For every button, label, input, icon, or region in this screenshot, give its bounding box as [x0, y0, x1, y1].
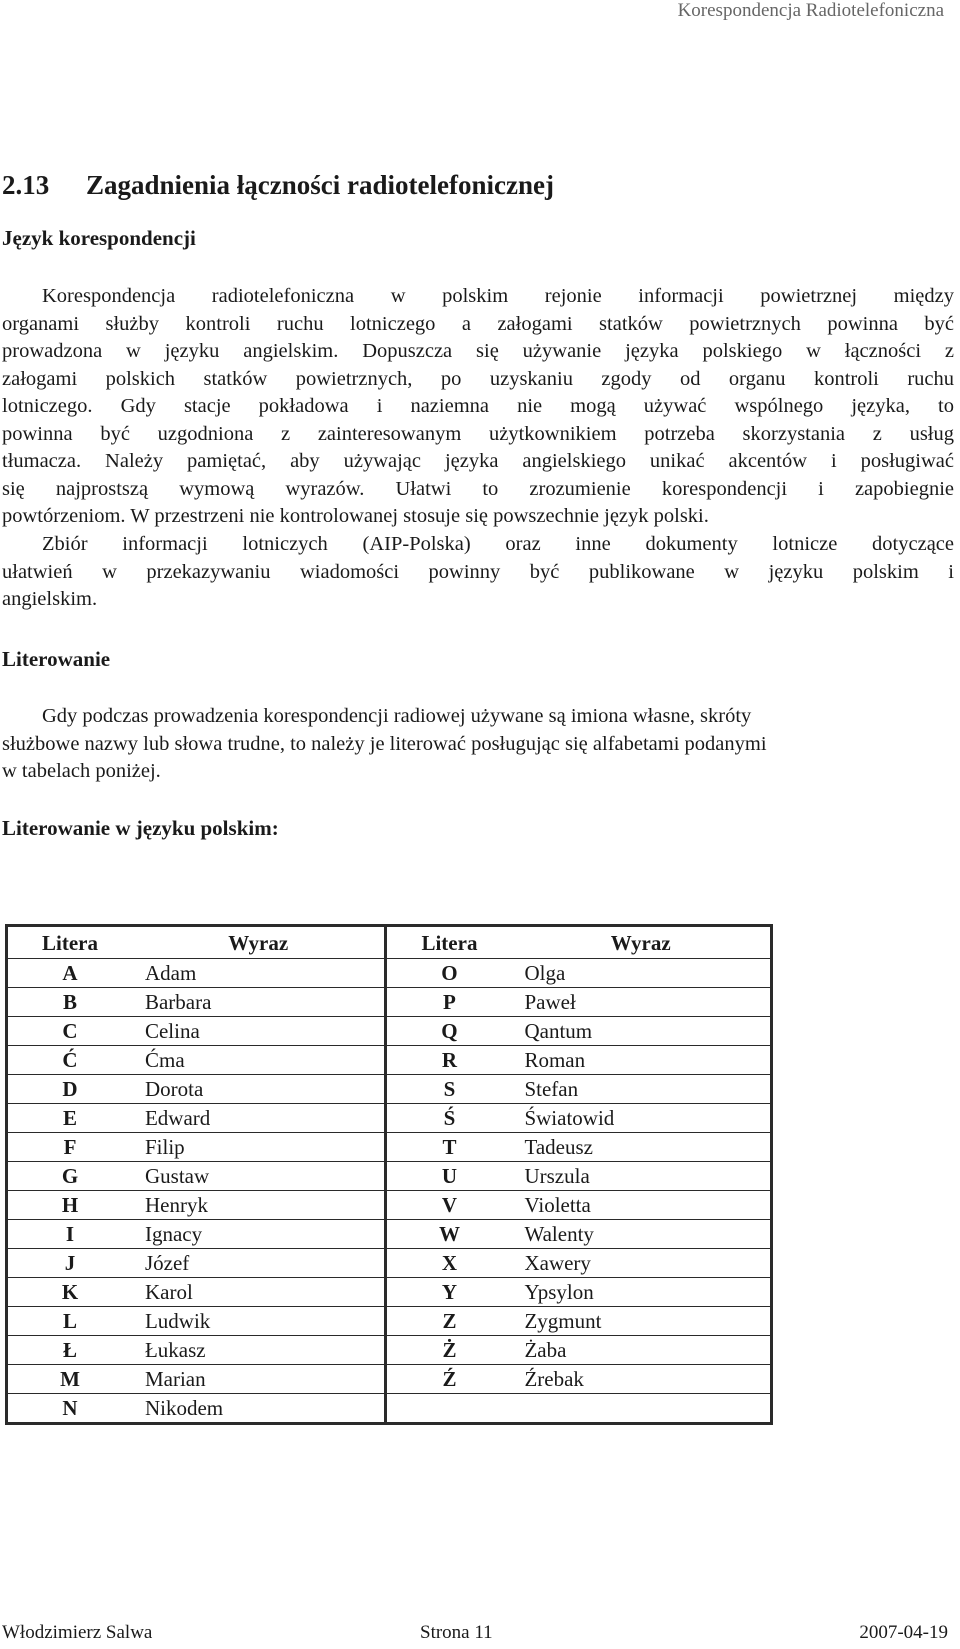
letter-cell: F: [7, 1133, 132, 1162]
section-title-text: Zagadnienia łączności radiotelefonicznej: [86, 170, 554, 200]
letter-cell: Ź: [386, 1365, 511, 1394]
word-cell: Celina: [132, 1017, 386, 1046]
paragraph-line: prowadzona w języku angielskim. Dopuszcza się używanie języka polskiego w łączności z: [2, 340, 954, 362]
letter-cell: E: [7, 1104, 132, 1133]
word-cell: Urszula: [511, 1162, 771, 1191]
letter-cell: W: [386, 1220, 511, 1249]
paragraph-line: się najprostszą wymową wyrazów. Ułatwi to zrozumienie korespondencji i zapobiegnie: [2, 477, 954, 500]
language-heading: Język korespondencji: [2, 226, 196, 250]
word-cell: Marian: [132, 1365, 386, 1394]
paragraph-line: powtórzeniom. W przestrzeni nie kontrolowanej stosuje się powszechnie język polski.: [2, 505, 709, 527]
letter-cell: J: [7, 1249, 132, 1278]
letter-cell: Ż: [386, 1336, 511, 1365]
letter-cell: T: [386, 1133, 511, 1162]
paragraph-line: powinna być uzgodniona z zainteresowanym użytkownikiem potrzeba skorzystania z usług: [2, 422, 954, 445]
table-row: [7, 1278, 772, 1307]
letter-cell: Q: [386, 1017, 511, 1046]
spelling-heading: Literowanie: [2, 647, 111, 671]
footer-date: 2007-04-19: [859, 1622, 948, 1643]
paragraph-line: Gdy podczas prowadzenia korespondencji radiowej używane są imiona własne, skróty: [42, 705, 752, 727]
letter-cell: I: [7, 1220, 132, 1249]
word-cell: Ludwik: [132, 1307, 386, 1336]
word-cell: Paweł: [511, 988, 771, 1017]
paragraph-line: służbowe nazwy lub słowa trudne, to należy je literować posługując się alfabetami podanymi: [2, 732, 767, 755]
word-cell: Gustaw: [132, 1162, 386, 1191]
column-header-word: Wyraz: [132, 926, 386, 959]
section-number: 2.13: [2, 170, 50, 200]
paragraph-line: Zbiór informacji lotniczych (AIP-Polska) oraz inne dokumenty lotnicze dotyczące: [42, 533, 954, 555]
table-row: [7, 1307, 772, 1336]
table-row: [7, 1249, 772, 1278]
column-header-word: Wyraz: [511, 926, 771, 959]
footer-author: Włodzimierz Salwa: [2, 1622, 153, 1643]
letter-cell: P: [386, 988, 511, 1017]
word-cell: Józef: [132, 1249, 386, 1278]
letter-cell: N: [62, 1396, 78, 1420]
letter-cell: L: [7, 1307, 132, 1336]
letter-cell: Ł: [7, 1336, 132, 1365]
table-row: [7, 1336, 772, 1365]
table-row: [7, 1046, 772, 1075]
letter-cell: V: [386, 1191, 511, 1220]
table-row: [7, 1104, 772, 1133]
word-cell: Henryk: [132, 1191, 386, 1220]
word-cell: Źrebak: [511, 1365, 771, 1394]
letter-cell: O: [386, 959, 511, 988]
column-header-letter: Litera: [386, 926, 511, 959]
table-row: [7, 1162, 772, 1191]
paragraph-line: w tabelach poniżej.: [2, 760, 161, 782]
word-cell: Zygmunt: [511, 1307, 771, 1336]
paragraph-spelling: [2, 703, 954, 786]
letter-cell: U: [386, 1162, 511, 1191]
paragraph-line: lotniczego. Gdy stacje pokładowa i naziemna nie mogą używać wspólnego języka, to: [2, 395, 954, 417]
letter-cell: C: [7, 1017, 132, 1046]
letter-cell: G: [7, 1162, 132, 1191]
word-cell: Olga: [511, 959, 771, 988]
word-cell: Roman: [511, 1046, 771, 1075]
table-row: [7, 1075, 772, 1104]
table-header-row: [7, 926, 772, 959]
letter-cell: H: [7, 1191, 132, 1220]
spelling-table: [5, 924, 773, 1425]
paragraph-line: angielskim.: [2, 588, 98, 610]
word-cell: Xawery: [511, 1249, 771, 1278]
paragraph-line: organami służby kontroli ruchu lotniczego a załogami statków powietrznych powinna być: [2, 312, 954, 335]
word-cell: Barbara: [132, 988, 386, 1017]
letter-cell: [386, 1394, 511, 1424]
letter-cell: D: [7, 1075, 132, 1104]
paragraph-line: ułatwień w przekazywaniu wiadomości powinny być publikowane w języku polskim i: [2, 560, 954, 583]
letter-cell: Z: [386, 1307, 511, 1336]
letter-cell: S: [386, 1075, 511, 1104]
word-cell: Adam: [132, 959, 386, 988]
word-cell: Tadeusz: [511, 1133, 771, 1162]
letter-cell: M: [7, 1365, 132, 1394]
word-cell: Światowid: [511, 1104, 771, 1133]
paragraph-aip: [2, 531, 954, 614]
word-cell: Dorota: [132, 1075, 386, 1104]
letter-cell: X: [386, 1249, 511, 1278]
running-header: Korespondencja Radiotelefoniczna: [677, 0, 944, 21]
letter-cell: K: [7, 1278, 132, 1307]
table-row: [7, 1220, 772, 1249]
letter-cell: B: [7, 988, 132, 1017]
polish-spelling-heading: Literowanie w języku polskim:: [2, 816, 279, 840]
word-cell: Ignacy: [132, 1220, 386, 1249]
footer-page-number: Strona 11: [420, 1622, 493, 1643]
word-cell: Nikodem: [132, 1394, 386, 1424]
letter-cell: A: [7, 959, 132, 988]
table-row: [7, 1133, 772, 1162]
letter-cell: Ś: [386, 1104, 511, 1133]
word-cell: Ypsylon: [511, 1278, 771, 1307]
letter-cell: Y: [386, 1278, 511, 1307]
letter-cell: Ć: [7, 1046, 132, 1075]
paragraph-line: tłumacza. Należy pamiętać, aby używając języka angielskiego unikać akcentów i posługiwać: [2, 450, 954, 472]
table-row: [7, 988, 772, 1017]
table-row: [7, 1191, 772, 1220]
word-cell: Walenty: [511, 1220, 771, 1249]
table-row: [7, 1017, 772, 1046]
word-cell: Filip: [132, 1133, 386, 1162]
letter-cell: R: [386, 1046, 511, 1075]
section-title: [2, 170, 554, 201]
paragraph-line: załogami polskich statków powietrznych, po uzyskaniu zgody od organu kontroli ruchu: [2, 367, 954, 390]
table-row: [7, 959, 772, 988]
paragraph-line: Korespondencja radiotelefoniczna w polskim rejonie informacji powietrznej między: [42, 285, 954, 307]
table-row: [7, 1394, 772, 1424]
paragraph-language: [2, 283, 954, 531]
word-cell: Karol: [132, 1278, 386, 1307]
word-cell: Edward: [132, 1104, 386, 1133]
word-cell: Łukasz: [132, 1336, 386, 1365]
column-header-letter: Litera: [7, 926, 132, 959]
word-cell: Stefan: [511, 1075, 771, 1104]
word-cell: Violetta: [511, 1191, 771, 1220]
word-cell: Ćma: [132, 1046, 386, 1075]
table-row: [7, 1365, 772, 1394]
word-cell: Qantum: [511, 1017, 771, 1046]
table-body: [7, 959, 772, 1424]
word-cell: [511, 1394, 771, 1424]
word-cell: Żaba: [511, 1336, 771, 1365]
